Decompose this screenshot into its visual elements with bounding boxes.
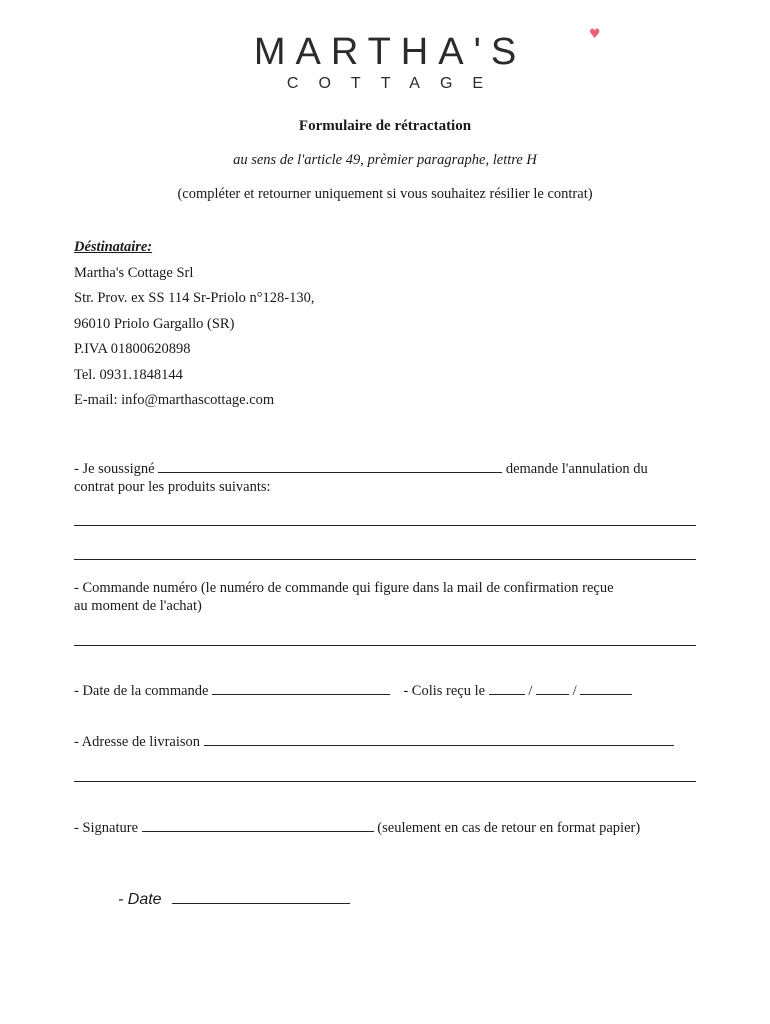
undersigned-suffix: demande l'annulation du <box>505 461 648 477</box>
delivery-address-blank[interactable] <box>204 733 674 746</box>
signature-label: - Signature <box>74 820 139 836</box>
logo-main-text: MARTHA'S <box>253 31 527 73</box>
order-date-label: - Date de la commande <box>74 683 209 699</box>
recipient-heading: Déstinataire: <box>74 239 153 255</box>
recipient-line-email: E-mail: info@marthascottage.com <box>74 392 275 408</box>
received-year-blank[interactable] <box>580 682 632 695</box>
date-label: - Date <box>118 891 162 908</box>
received-month-blank[interactable] <box>536 682 569 695</box>
form-title: Formulaire de rétractation <box>298 118 472 134</box>
logo-subtitle: COTTAGE <box>286 75 504 92</box>
form-note: (compléter et retourner uniquement si vous souhaitez résilier le contrat) <box>177 186 593 202</box>
order-date-row <box>74 682 632 700</box>
undersigned-name-blank[interactable] <box>158 460 502 473</box>
date-blank[interactable] <box>172 891 350 904</box>
received-label: - Colis reçu le <box>403 683 486 699</box>
order-number-label: - Commande numéro (le numéro de commande qui figure dans la mail de confirmation reçue <box>74 580 614 596</box>
order-number-label-2: au moment de l'achat) <box>74 598 202 614</box>
recipient-line-vat: P.IVA 01800620898 <box>74 341 191 357</box>
signature-blank[interactable] <box>142 819 374 832</box>
undersigned-row-2: contrat pour les produits suivants: <box>74 479 271 495</box>
products-blank-line-1[interactable] <box>74 525 696 526</box>
logo-wordmark <box>244 27 611 73</box>
delivery-address-blank-line[interactable] <box>74 781 696 782</box>
brand-logo <box>0 27 770 94</box>
date-row <box>118 891 350 909</box>
date-separator-1: / <box>528 683 533 699</box>
received-day-blank[interactable] <box>489 682 525 695</box>
products-blank-line-2[interactable] <box>74 559 696 560</box>
recipient-line-street: Str. Prov. ex SS 114 Sr-Priolo n°128-130, <box>74 290 315 306</box>
undersigned-row <box>74 460 648 478</box>
delivery-address-row <box>74 733 674 751</box>
undersigned-label: - Je soussigné <box>74 461 155 477</box>
order-number-blank-line[interactable] <box>74 645 696 646</box>
signature-row <box>74 819 640 837</box>
recipient-line-city: 96010 Priolo Gargallo (SR) <box>74 316 235 332</box>
signature-note: (seulement en cas de retour en format papier) <box>377 820 641 836</box>
recipient-line-company: Martha's Cottage Srl <box>74 265 194 281</box>
recipient-line-phone: Tel. 0931.1848144 <box>74 367 183 383</box>
delivery-address-label: - Adresse de livraison <box>74 734 201 750</box>
form-subtitle: au sens de l'article 49, prèmier paragraphe, lettre H <box>233 152 537 168</box>
date-separator-2: / <box>572 683 577 699</box>
heart-icon: ♥ <box>588 27 611 42</box>
order-date-blank[interactable] <box>212 682 390 695</box>
